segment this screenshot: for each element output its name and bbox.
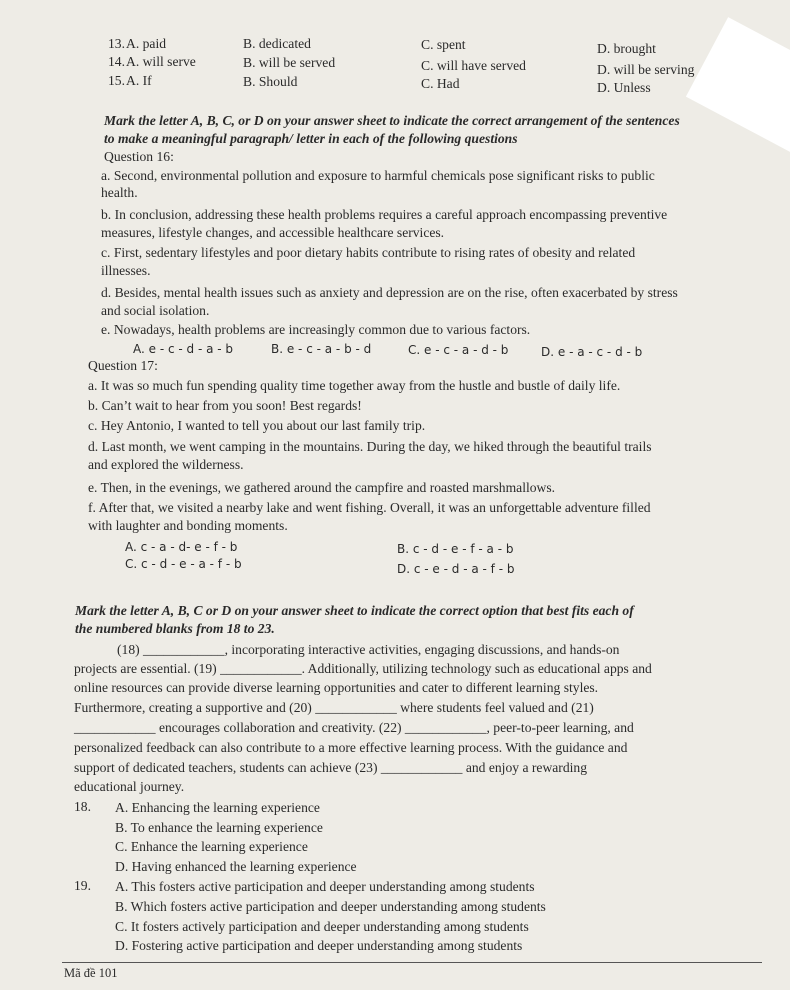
q15-num: 15.: [108, 73, 125, 88]
q17-option-d: D. c - e - d - a - f - b: [397, 562, 515, 576]
q15-option-a: A. If: [126, 73, 152, 88]
q17-sentence: a. It was so much fun spending quality time together away from the hustle and bustle of daily life.: [88, 378, 621, 393]
q13-num: 13.: [108, 36, 125, 51]
q16-option-b: B. e - c - a - b - d: [271, 342, 372, 356]
q19-option-c: C. It fosters actively participation and deeper understanding among students: [115, 919, 529, 934]
q16-sentence: c. First, sedentary lifestyles and poor dietary habits contribute to rising rates of obesity and related: [101, 245, 636, 260]
q19-option-b: B. Which fosters active participation and deeper understanding among students: [115, 899, 546, 914]
passage-line: online resources can provide diverse learning opportunities and cater to different learning styles.: [74, 680, 599, 695]
footer-divider: [62, 962, 762, 963]
q14-option-d: D. will be serving: [597, 62, 695, 77]
q17-sentence: and explored the wilderness.: [88, 457, 244, 472]
q17-sentence: c. Hey Antonio, I wanted to tell you about our last family trip.: [88, 418, 426, 433]
q16-option-a: A. e - c - d - a - b: [133, 342, 234, 356]
q16-option-c: C. e - c - a - d - b: [408, 343, 509, 357]
passage-line: personalized feedback can also contribute to a more effective learning process. With the guidance and: [74, 740, 628, 755]
q17-option-c: C. c - d - e - a - f - b: [125, 557, 242, 571]
question-18-num: 18.: [74, 799, 91, 814]
instruction-line: to make a meaningful paragraph/ letter in each of the following questions: [104, 131, 518, 146]
passage-line: ____________ encourages collaboration and creativity. (22) ____________, peer-to-peer learning, and: [74, 720, 634, 735]
paper-corner: [686, 17, 790, 153]
instruction-line: Mark the letter A, B, C, or D on your answer sheet to indicate the correct arrangement of the sentences: [104, 113, 680, 128]
q13-option-a: A. paid: [126, 36, 167, 51]
q14-num: 14.: [108, 54, 125, 69]
q17-sentence: e. Then, in the evenings, we gathered around the campfire and roasted marshmallows.: [88, 480, 556, 495]
question-17-label: Question 17:: [88, 358, 158, 373]
q17-sentence: d. Last month, we went camping in the mountains. During the day, we hiked through the beautiful trails: [88, 439, 652, 454]
q17-sentence: with laughter and bonding moments.: [88, 518, 288, 533]
q18-option-c: C. Enhance the learning experience: [115, 839, 308, 854]
q19-option-a: A. This fosters active participation and deeper understanding among students: [115, 879, 535, 894]
q16-sentence: a. Second, environmental pollution and exposure to harmful chemicals pose significant risks to public: [101, 168, 655, 183]
q13-option-b: B. dedicated: [243, 36, 311, 51]
q16-sentence: measures, lifestyle changes, and accessible healthcare services.: [101, 225, 445, 240]
q17-option-b: B. c - d - e - f - a - b: [397, 542, 514, 556]
q15-option-c: C. Had: [421, 76, 460, 91]
q19-option-d: D. Fostering active participation and deeper understanding among students: [115, 938, 523, 953]
exam-code: Mã đề 101: [64, 966, 118, 980]
q14-option-b: B. will be served: [243, 55, 336, 70]
q16-sentence: and social isolation.: [101, 303, 210, 318]
q18-option-b: B. To enhance the learning experience: [115, 820, 323, 835]
passage-line: (18) ____________, incorporating interactive activities, engaging discussions, and hands-on: [117, 642, 620, 657]
passage-line: projects are essential. (19) ____________. Additionally, utilizing technology such as educational apps and: [74, 661, 652, 676]
q16-sentence: illnesses.: [101, 263, 151, 278]
passage-line: support of dedicated teachers, students can achieve (23) ____________ and enjoy a rewarding: [74, 760, 587, 775]
q13-option-c: C. spent: [421, 37, 466, 52]
q14-option-c: C. will have served: [421, 58, 526, 73]
q15-option-b: B. Should: [243, 74, 298, 89]
q17-sentence: b. Can’t wait to hear from you soon! Best regards!: [88, 398, 362, 413]
instruction-line: Mark the letter A, B, C or D on your answer sheet to indicate the correct option that best fits each of: [75, 603, 634, 618]
instruction-line: the numbered blanks from 18 to 23.: [75, 621, 275, 636]
q17-sentence: f. After that, we visited a nearby lake and went fishing. Overall, it was an unforgettable adventure filled: [88, 500, 651, 515]
passage-line: Furthermore, creating a supportive and (20) ____________ where students feel valued and (21): [74, 700, 594, 715]
question-16-label: Question 16:: [104, 149, 174, 164]
q16-sentence: health.: [101, 185, 138, 200]
q16-sentence: e. Nowadays, health problems are increasingly common due to various factors.: [101, 322, 531, 337]
question-19-num: 19.: [74, 878, 91, 893]
q18-option-d: D. Having enhanced the learning experience: [115, 859, 357, 874]
passage-line: educational journey.: [74, 779, 185, 794]
q15-option-d: D. Unless: [597, 80, 651, 95]
q17-option-a: A. c - a - d- e - f - b: [125, 540, 238, 554]
q16-sentence: b. In conclusion, addressing these health problems requires a careful approach encompassing preventive: [101, 207, 668, 222]
q16-sentence: d. Besides, mental health issues such as anxiety and depression are on the rise, often exacerbated by stress: [101, 285, 678, 300]
q13-option-d: D. brought: [597, 41, 656, 56]
q16-option-d: D. e - a - c - d - b: [541, 345, 643, 359]
q14-option-a: A. will serve: [126, 54, 196, 69]
q18-option-a: A. Enhancing the learning experience: [115, 800, 320, 815]
